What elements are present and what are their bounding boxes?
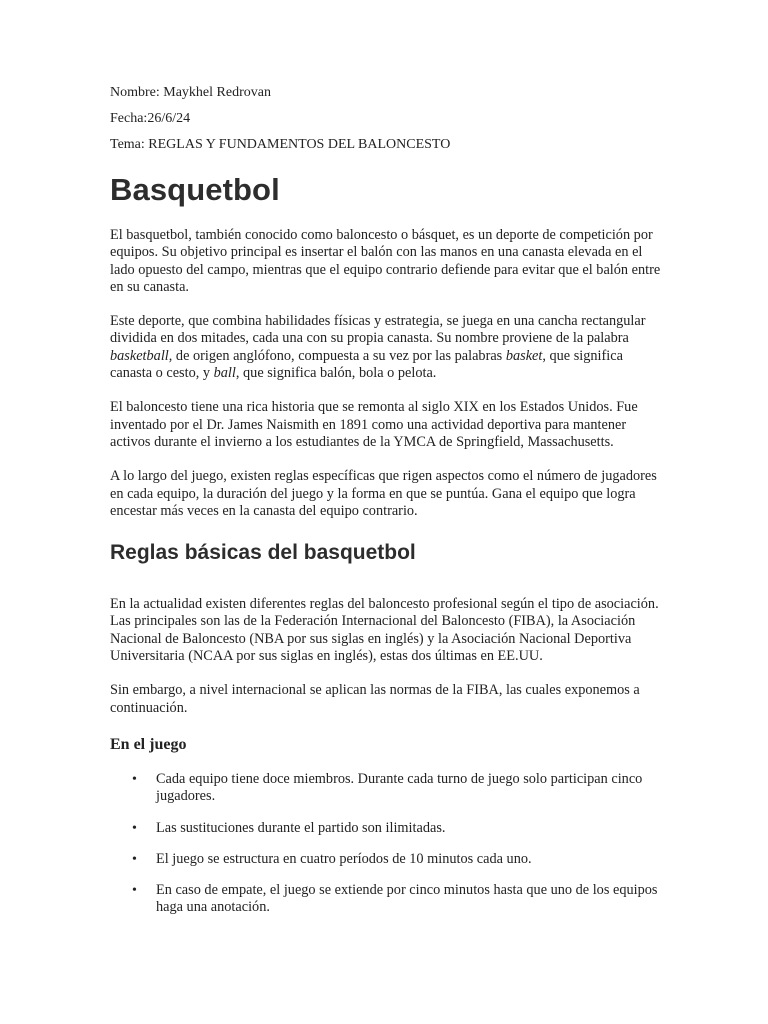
term-basketball: basketball [110,347,169,364]
bullet-icon: • [132,851,137,867]
list-item: • En caso de empate, el juego se extiende por cinco minutos hasta que uno de los equipos haga una anotación. [132,882,658,916]
bullet-icon: • [132,820,137,836]
term-ball: ball [213,365,236,382]
intro-paragraph-3: El baloncesto tiene una rica historia que se remonta al siglo XIX en los Estados Unidos. Fue inventado por el Dr. James Naismith en 1891 como una actividad deportiva para mantener activos durante el invierno a los estudiantes de la YMCA de Springfield, Massachusetts. [110,399,638,450]
list-item: • Cada equipo tiene doce miembros. Durante cada turno de juego solo participan cinco jugadores. [132,770,643,805]
bullet-icon: • [132,771,137,787]
intro-paragraph-4: A lo largo del juego, existen reglas específicas que rigen aspectos como el número de jugadores en cada equipo, la duración del juego y la forma en que se puntúa. Gana el equipo que logra encestar más veces en la canasta del equipo contrario. [110,468,657,519]
student-name: Nombre: Maykhel Redrovan [110,85,271,100]
term-basket: basket [505,347,543,364]
intro-paragraph-1: El basquetbol, también conocido como baloncesto o básquet, es un deporte de competición por equipos. Su objetivo principal es insertar el balón con las manos en una canasta elevada en el lado opuesto del campo, mientras que el equipo contrario defiende para evitar que el balón entre en su canasta. [110,227,661,295]
rules-list [110,771,665,917]
intro-paragraph-2: Este deporte, que combina habilidades físicas y estrategia, se juega en una cancha rectangular dividida en dos mitades, cada una con su propia canasta. Su nombre proviene de la palabra basketball, de origen anglófono, compuesta a su vez por las palabras basket, que significa canasta o cesto, y ball, que significa balón, bola o pelota. [110,313,646,382]
list-item: • Las sustituciones durante el partido son ilimitadas. [132,819,446,836]
section-heading: Reglas básicas del basquetbol [110,541,416,565]
date: Fecha:26/6/24 [110,111,191,126]
topic: Tema: REGLAS Y FUNDAMENTOS DEL BALONCESTO [110,137,451,152]
document-page [110,84,665,931]
subsection-heading: En el juego [110,735,187,753]
document-title: Basquetbol [110,172,280,207]
section-paragraph-1: En la actualidad existen diferentes reglas del baloncesto profesional según el tipo de asociación. Las principales son las de la Federación Internacional del Baloncesto (FIBA), la Asociación Nacional de Baloncesto (NBA por sus siglas en inglés) y la Asociación Nacional Deportiva Universitaria (NCAA por sus siglas en inglés), estas dos últimas en EE.UU. [110,596,659,665]
section-paragraph-2: Sin embargo, a nivel internacional se aplican las normas de la FIBA, las cuales exponemos a continuación. [110,682,640,716]
list-item: • El juego se estructura en cuatro períodos de 10 minutos cada uno. [132,850,532,867]
bullet-icon: • [132,883,137,899]
